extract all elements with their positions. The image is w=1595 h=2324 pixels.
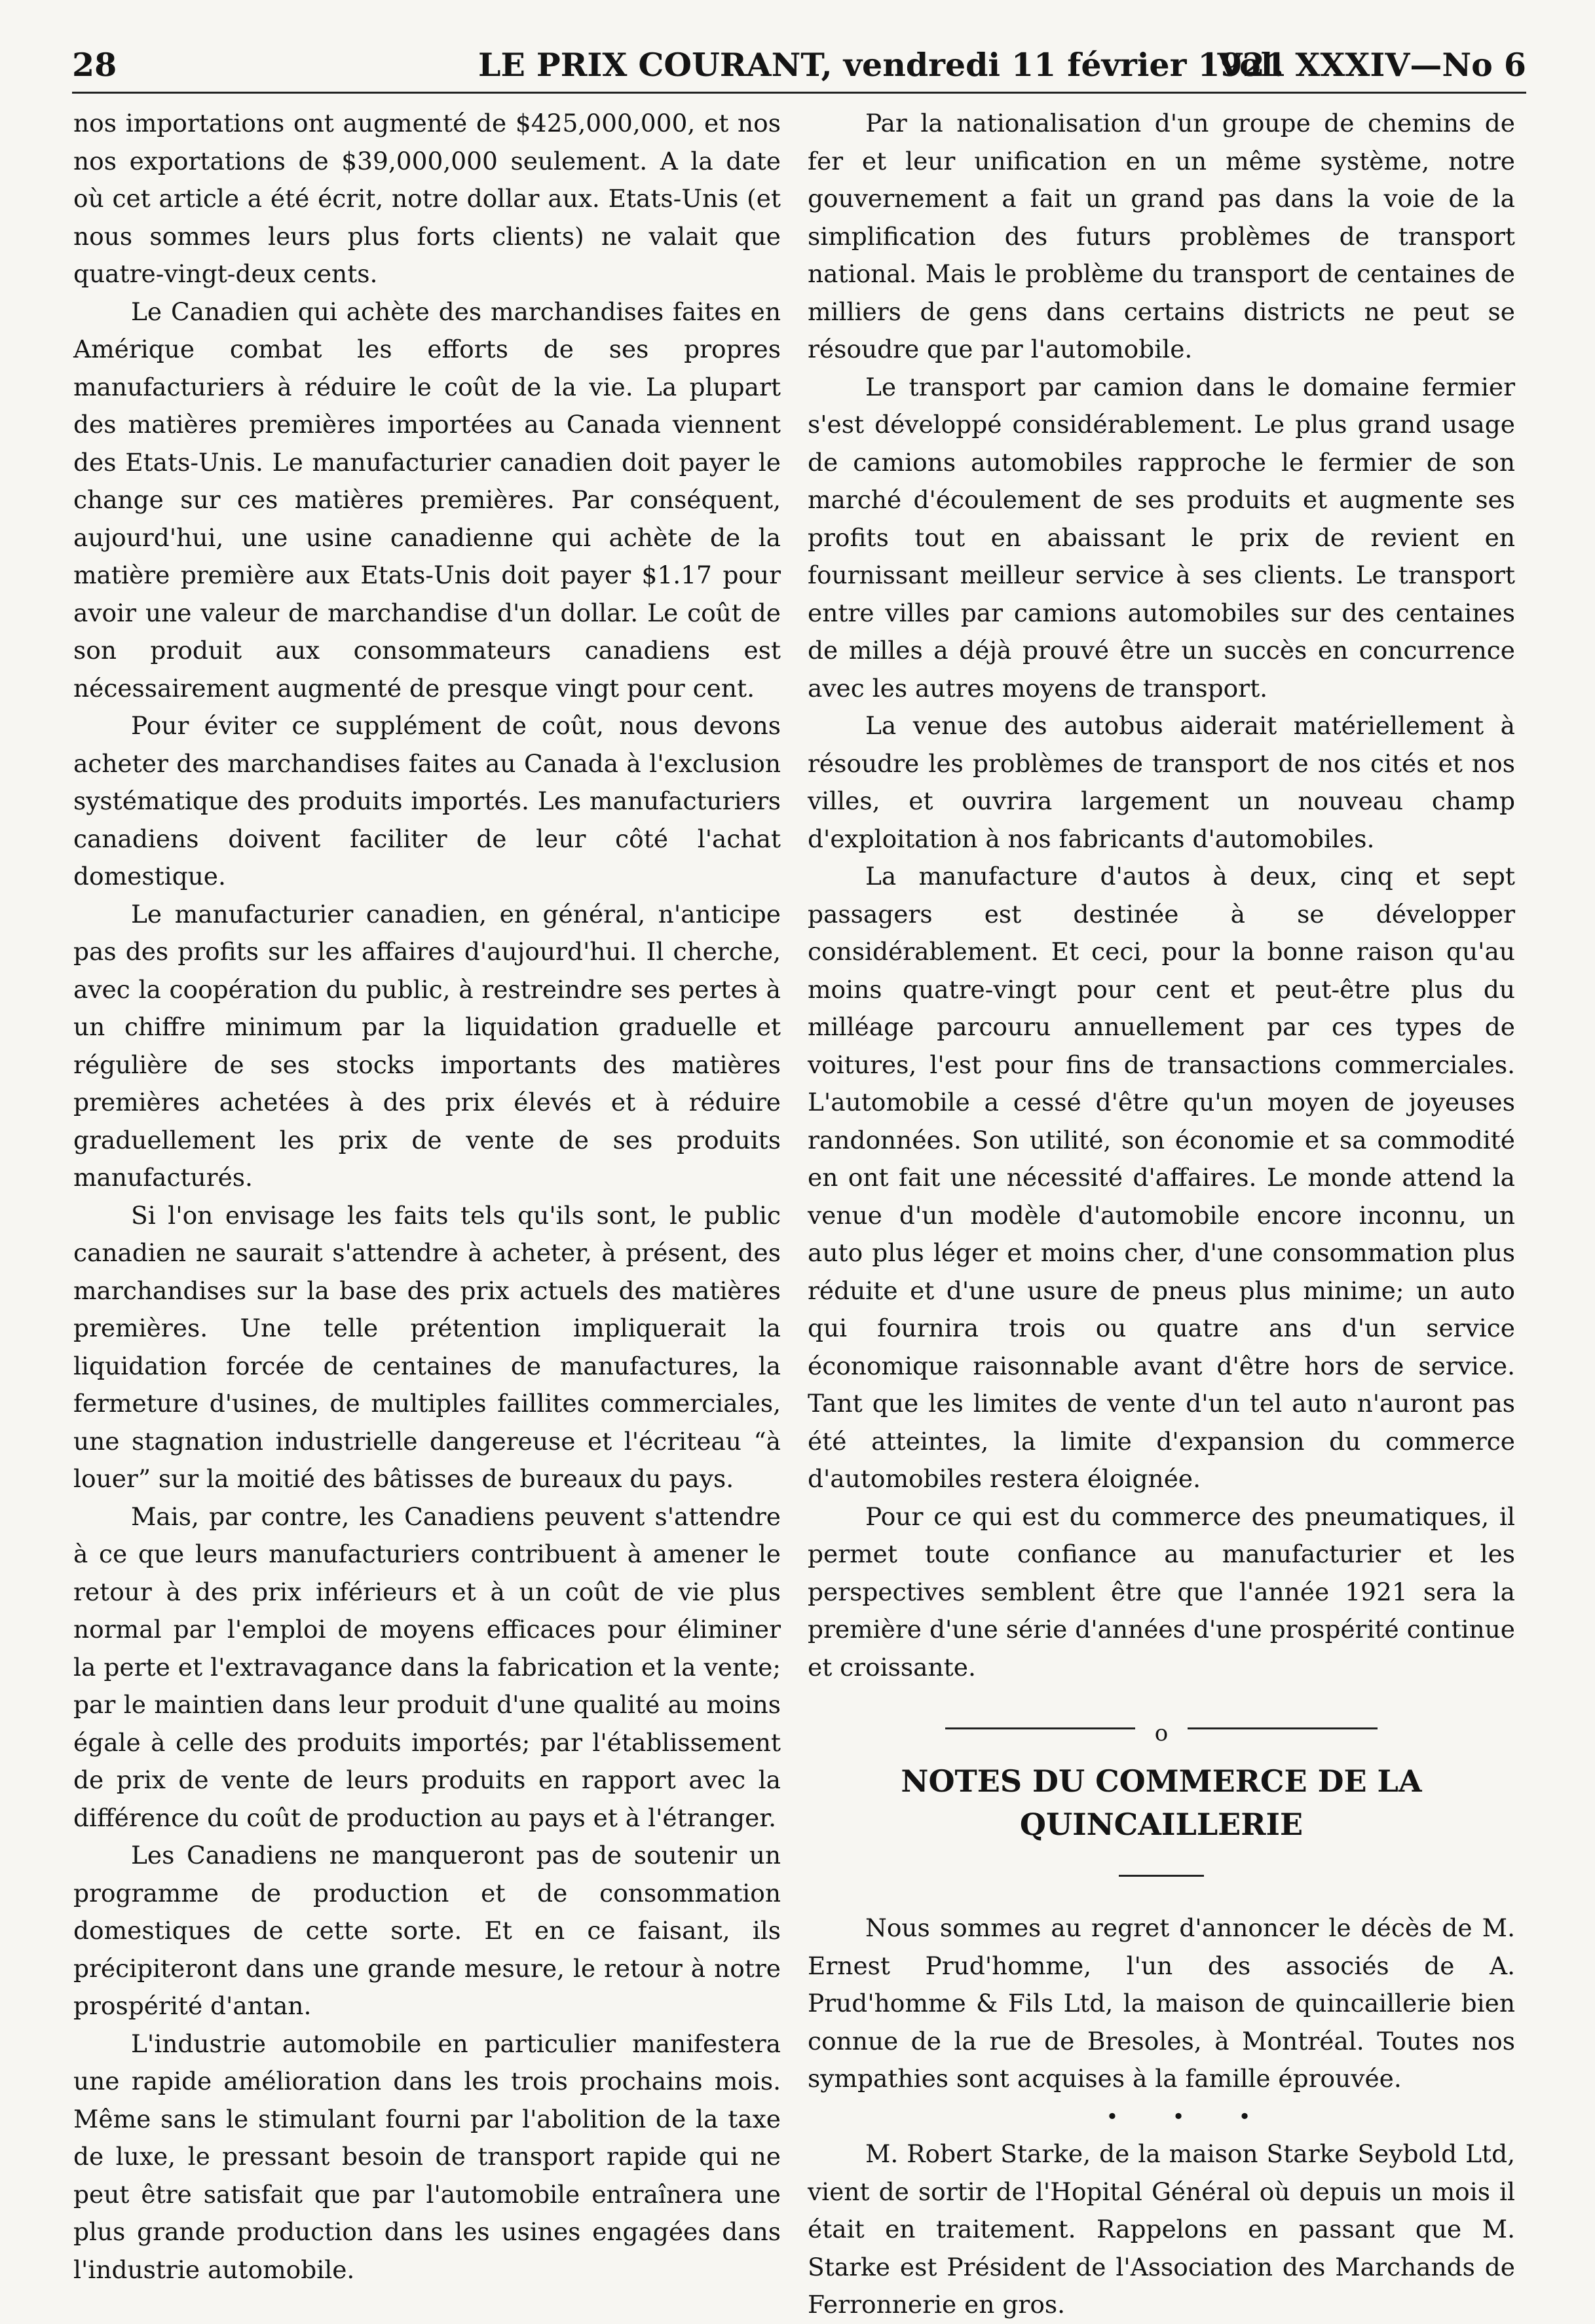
paragraph: Si l'on envisage les faits tels qu'ils sont, le public canadien ne saurait s'attendre à acheter, à présent, des marchandises sur la base des prix actuels des matières premières. Une telle prétention impliquerait la liquidation forcée de centaines de manufactures, la fermeture d'usines, de multiples faillites commerciales, une stagnation industrielle dangereuse et l'écriteau “à louer” sur la moitié des bâtisses de bureaux du pays. bbox=[73, 1200, 781, 1493]
paragraph: Par la nationalisation d'un groupe de chemins de fer et leur unification en un même système, notre gouvernement a fait un grand pas dans la voie de la simplification des futurs problèmes de transport national. Mais le problème du transport de centaines de milliers de gens dans certains districts ne peut se résoudre que par l'automobile. bbox=[808, 109, 1515, 363]
section-title bbox=[847, 1760, 1476, 1846]
section-title-line: NOTES DU COMMERCE DE LA bbox=[901, 1763, 1422, 1799]
paragraph: La venue des autobus aiderait matériellement à résoudre les problèmes de transport de nos cités et nos villes, et ouvrira largement un nouveau champ d'exploitation à nos fabricants d'automobiles. bbox=[808, 711, 1515, 853]
paragraph: L'industrie automobile en particulier manifestera une rapide amélioration dans les trois prochains mois. Même sans le stimulant fourni par l'abolition de la taxe de luxe, le pressant besoin de transport rapide qui ne peut être satisfait que par l'automobile entraînera une plus grande production dans les usines engagées dans l'industrie automobile. bbox=[73, 2029, 781, 2284]
separator-line bbox=[945, 1727, 1135, 1729]
paragraph: Pour ce qui est du commerce des pneumatiques, il permet toute confiance au manufacturier et les perspectives semblent être que l'année 1921 sera la première d'une série d'années d'une prospérité continue et croissante. bbox=[808, 1502, 1515, 1682]
separator-mark: o bbox=[1154, 1720, 1169, 1746]
left-column bbox=[73, 105, 781, 2289]
paragraph: Le transport par camion dans le domaine fermier s'est développé considérablement. Le plus grand usage de camions automobiles rapproche le fermier de son marché d'écoulement de ses produits et augmente ses profits tout en abaissant le prix de revient en fournissant meilleur service à ses clients. Le transport entre villes par camions automobiles sur des centaines de milles a déjà prouvé être un succès en concurrence avec les autres moyens de transport. bbox=[808, 372, 1515, 703]
paragraph: nos importations ont augmenté de $425,000,000, et nos nos exportations de $39,000,000 seulement. A la date où cet article a été écrit, notre dollar aux. Etats-Unis (et nous sommes leurs plus forts clients) ne valait que quatre-vingt-deux cents. bbox=[73, 109, 781, 288]
paragraph: Nous sommes au regret d'annoncer le décès de M. Ernest Prud'homme, l'un des associés de A. Prud'homme & Fils Ltd, la maison de quincaillerie bien connue de la rue de Bresoles, à Montréal. Toutes nos sympathies sont acquises à la famille éprouvée. bbox=[808, 1913, 1515, 2093]
paragraph: Pour éviter ce supplément de coût, nous devons acheter des marchandises faites au Canada à l'exclusion systématique des produits importés. Les manufacturiers canadiens doivent faciliter de leur côté l'achat domestique. bbox=[73, 711, 781, 891]
paragraph: Le manufacturier canadien, en général, n'anticipe pas des profits sur les affaires d'aujourd'hui. Il cherche, avec la coopération du public, à restreindre ses pertes à un chiffre minimum par la liquidation graduelle et régulière de ses stocks importants des matières premières achetées à des prix élevés et à réduire graduellement les prix de vente de ses produits manufacturés. bbox=[73, 899, 781, 1192]
publication-title: LE PRIX COURANT, vendredi 11 février 1921 bbox=[478, 46, 1287, 84]
section-title-line: QUINCAILLERIE bbox=[1019, 1807, 1304, 1842]
paragraph: Le Canadien qui achète des marchandises faites en Amérique combat les efforts de ses propres manufacturiers à réduire le coût de la vie. La plupart des matières premières importées au Canada viennent des Etats-Unis. Le manufacturier canadien doit payer le change sur ces matières premières. Par conséquent, aujourd'hui, une usine canadienne qui achète de la matière première aux Etats-Unis doit payer $1.17 pour avoir une valeur de marchandise d'un dollar. Le coût de son produit aux consommateurs canadiens est nécessairement augmenté de presque vingt pour cent. bbox=[73, 297, 781, 703]
section-separator bbox=[945, 1714, 1378, 1746]
paragraph: La manufacture d'autos à deux, cinq et sept passagers est destinée à se développer considérablement. Et ceci, pour la bonne raison qu'au moins quatre-vingt pour cent et peut-être plus du milléage parcouru annuellement par ces types de voitures, l'est pour fins de transactions commerciales. L'automobile a cessé d'être qu'un moyen de joyeuses randonnées. Son utilité, son économie et sa commodité en ont fait une nécessité d'affaires. Le monde attend la venue d'un modèle d'automobile encore inconnu, un auto plus léger et moins cher, d'une consommation plus réduite et d'une usure de pneus plus minime; un auto qui fournira trois ou quatre ans d'un service économique raisonnable avant d'être hors de service. Tant que les limites de vente d'un tel auto n'auront pas été atteintes, la limite d'expansion du commerce d'automobiles restera éloignée. bbox=[808, 862, 1515, 1493]
paragraph: M. Robert Starke, de la maison Starke Seybold Ltd, vient de sortir de l'Hopital Général où depuis un mois il était en traitement. Rappelons en passant que M. Starke est Président de l'Association des Marchands de Ferronnerie en gros. bbox=[808, 2139, 1515, 2319]
volume-number: Vol. XXXIV—No 6 bbox=[1217, 46, 1526, 84]
separator-line bbox=[1188, 1727, 1378, 1729]
title-rule bbox=[1119, 1875, 1204, 1877]
page-number: 28 bbox=[72, 46, 117, 84]
page-header bbox=[72, 39, 1526, 94]
paragraph: Les Canadiens ne manqueront pas de soutenir un programme de production et de consommation domestiques de cette sorte. Et en ce faisant, ils précipiteront dans une grande mesure, le retour à notre prospérité d'antan. bbox=[73, 1841, 781, 2020]
paragraph: Mais, par contre, les Canadiens peuvent s'attendre à ce que leurs manufacturiers contribuent à amener le retour à des prix inférieurs et à un coût de vie plus normal par l'emploi de moyens efficaces pour éliminer la perte et l'extravagance dans la fabrication et la vente; par le maintien dans leur produit d'une qualité au moins égale à celle des produits importés; par l'établissement de prix de vente de leurs produits en rapport avec la différence du coût de production au pays et à l'étranger. bbox=[73, 1502, 781, 1832]
stars-divider: • • • bbox=[1106, 2103, 1275, 2129]
right-column bbox=[808, 105, 1515, 2324]
